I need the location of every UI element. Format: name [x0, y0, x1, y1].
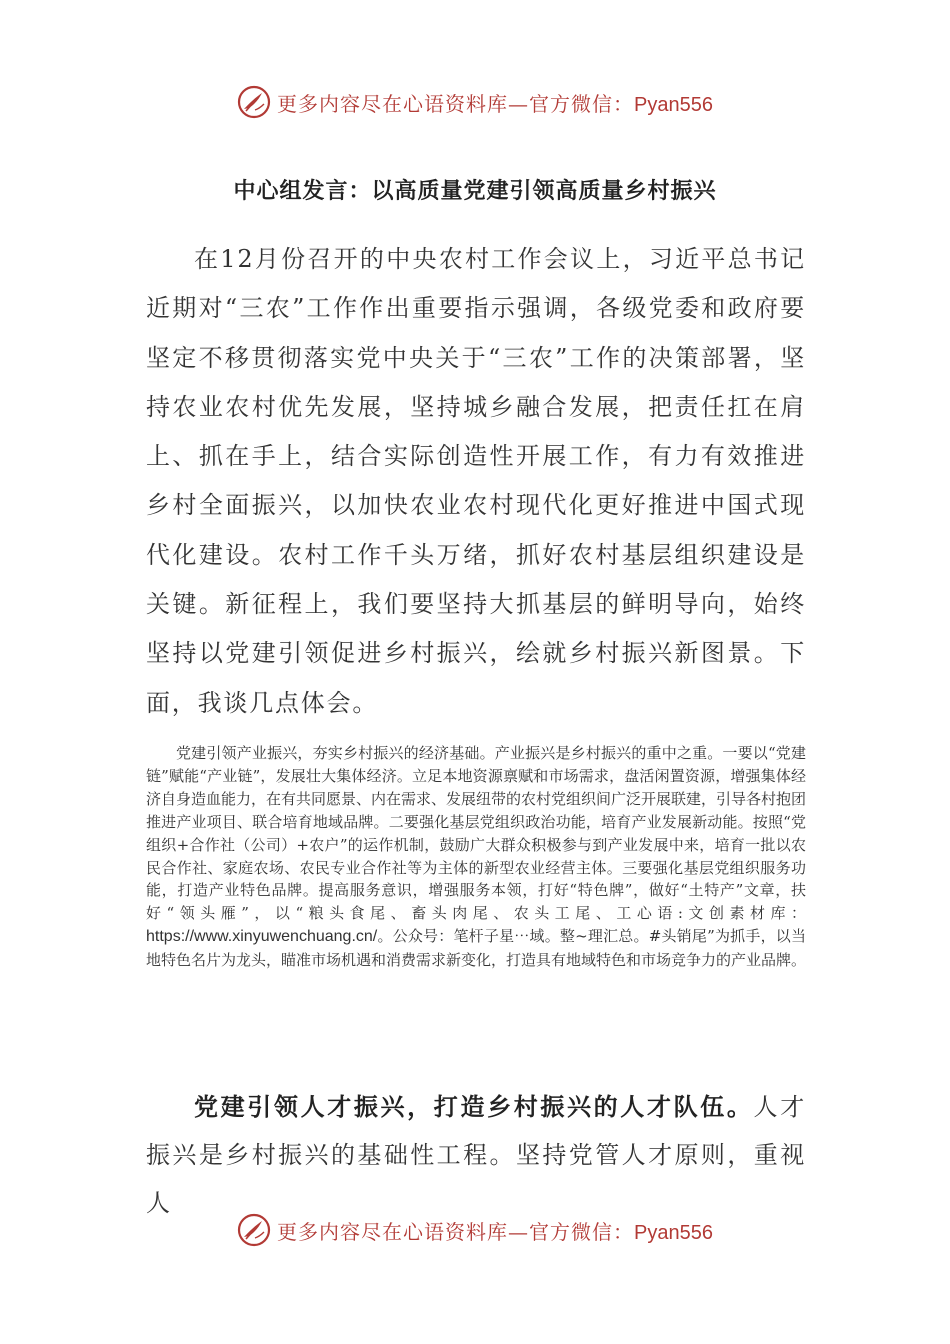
talent-section-heading: 党建引领人才振兴，打造乡村振兴的人才队伍。: [194, 1092, 754, 1121]
quill-pen-logo-icon: [237, 1213, 271, 1247]
header-banner-content: [237, 85, 713, 119]
industry-paragraph-text-continued: 。公众号：笔杆子星⋯域。整~理汇总。#头销尾”为抓手，以当地特色名片为龙头，瞄准市场机遇和消费需求新变化，打造具有地域特色和市场竞争力的产业品牌。: [146, 927, 807, 970]
document-title: 中心组发言：以高质量党建引领高质量乡村振兴: [233, 179, 717, 204]
header-banner-text: [277, 88, 713, 117]
header-banner-label: 更多内容尽在心语资料库—官方微信：: [277, 91, 635, 116]
source-url-text: https://www.xinyuwenchuang.cn/: [146, 928, 378, 946]
footer-banner-label: 更多内容尽在心语资料库—官方微信：: [277, 1219, 635, 1244]
footer-banner-text: [277, 1216, 713, 1245]
industry-revitalization-paragraph: [146, 742, 806, 972]
footer-banner: [0, 1210, 950, 1250]
talent-section-text: 人才振兴是乡村振兴的基础性工程。坚持党管人才原则，重视人: [146, 1093, 806, 1217]
industry-paragraph-text: 党建引领产业振兴，夯实乡村振兴的经济基础。产业振兴是乡村振兴的重中之重。一要以“党建链”赋能“产业链”，发展壮大集体经济。立足本地资源禀赋和市场需求，盘活闲置资源，增强集体经济自身造血能力，在有共同愿景、内在需求、发展纽带的农村党组织间广泛开展联建，引导各村抱团推进产业项目、联合培育地域品牌。二要强化基层党组织政治功能，培育产业发展新动能。按照“党组织+合作社（公司）+农户”的运作机制，鼓励广大群众积极参与到产业发展中来，培育一批以农民合作社、家庭农场、农民专业合作社等为主体的新型农业经营主体。三要强化基层党组织服务功能，打造产业特色品牌。提高服务意识，增强服务本领，打好“特色牌”，做好“土特产”文章，扶好“领头雁”，以“粮头食尾、畜头肉尾、农头工尾、工心语:文创素材库：: [146, 744, 807, 923]
header-wechat-handle: Pyan556: [634, 93, 713, 116]
header-banner: [0, 82, 950, 122]
quill-pen-logo-icon: [237, 85, 271, 119]
footer-banner-content: [237, 1213, 713, 1247]
talent-revitalization-paragraph: [146, 1083, 806, 1227]
intro-paragraph: 在12月份召开的中央农村工作会议上，习近平总书记近期对“三农”工作作出重要指示强调，各级党委和政府要坚定不移贯彻落实党中央关于“三农”工作的决策部署，坚持农业农村优先发展，坚持城乡融合发展，把责任扛在肩上、抓在手上，结合实际创造性开展工作，有力有效推进乡村全面振兴，以加快农业农村现代化更好推进中国式现代化建设。农村工作千头万绪，抓好农村基层组织建设是关键。新征程上，我们要坚持大抓基层的鲜明导向，始终坚持以党建引领促进乡村振兴，绘就乡村振兴新图景。下面，我谈几点体会。: [146, 245, 806, 717]
footer-wechat-handle: Pyan556: [634, 1221, 713, 1244]
